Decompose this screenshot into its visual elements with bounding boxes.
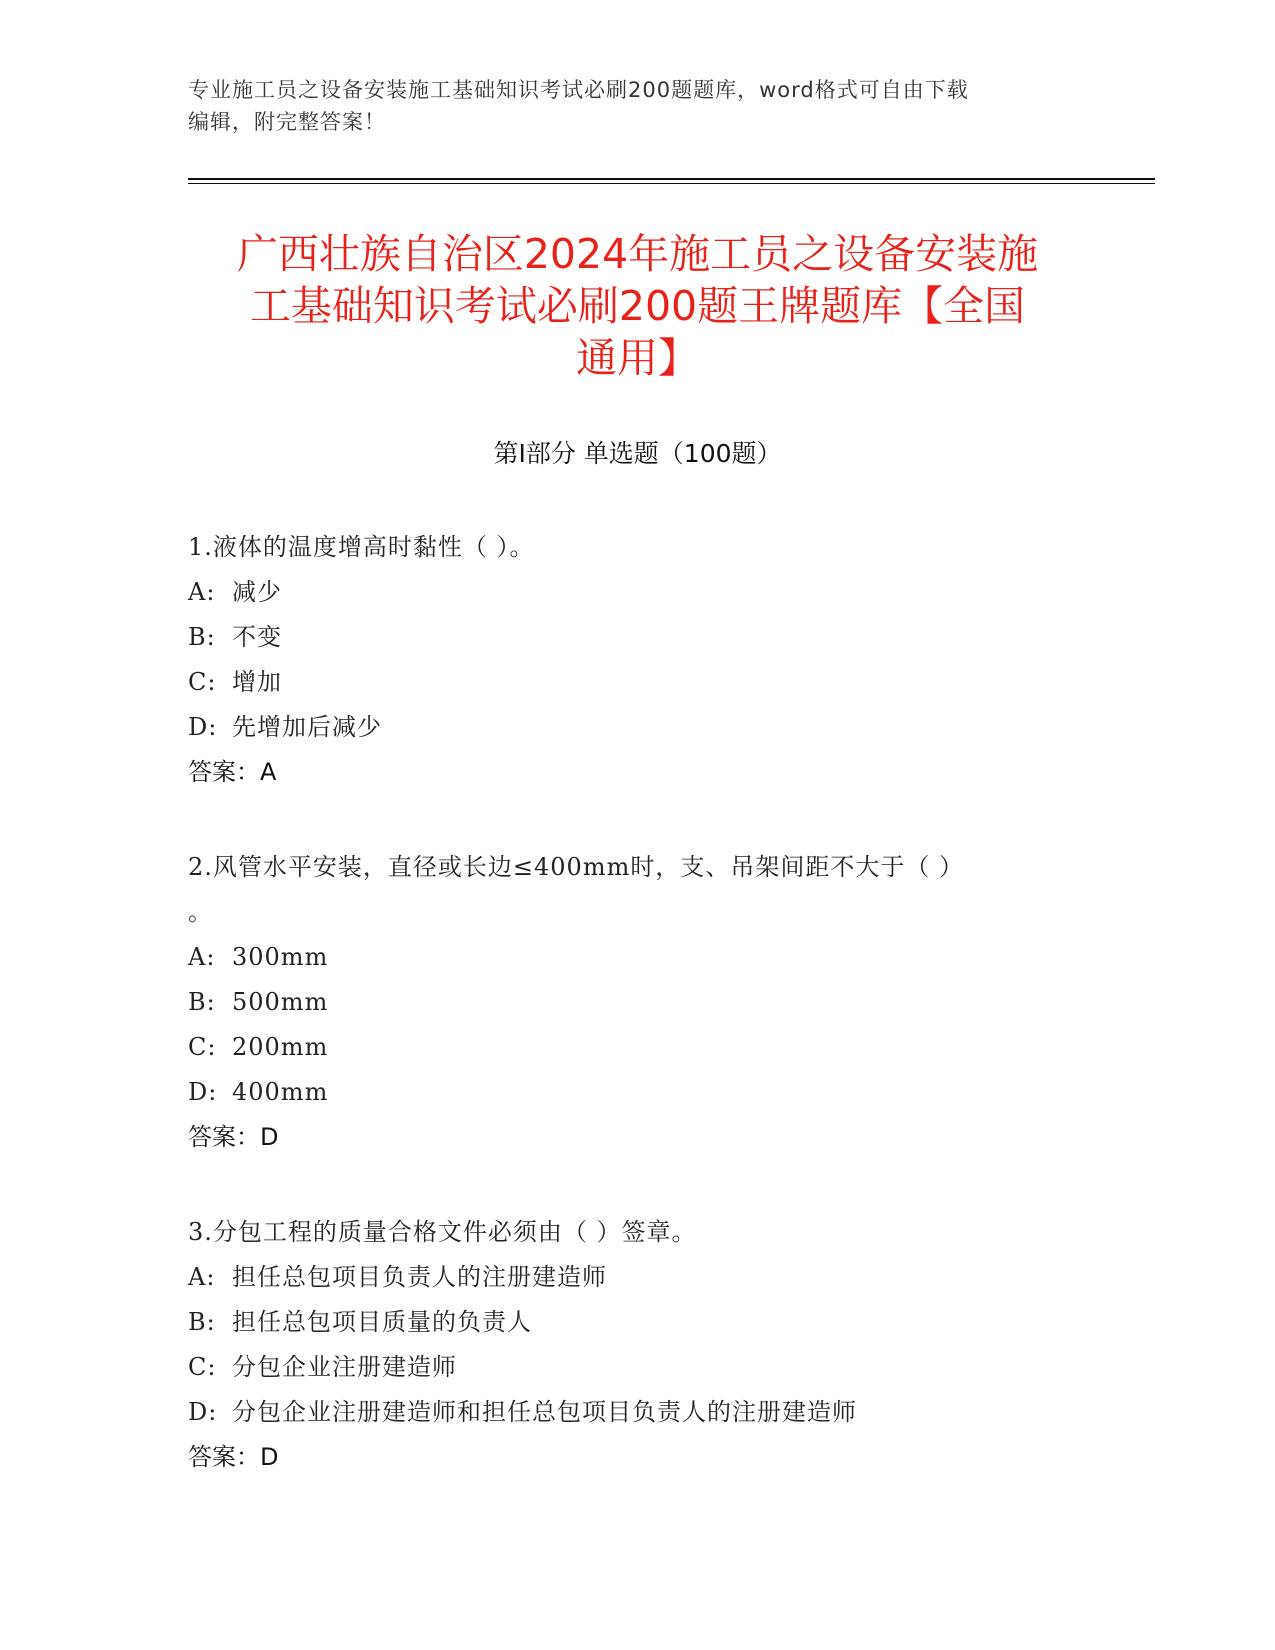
option-text: 先增加后减少 xyxy=(232,713,382,741)
header-note-line-2: 编辑，附完整答案！ xyxy=(188,110,386,134)
header-divider-thin xyxy=(188,183,1155,184)
option-text: 500mm xyxy=(232,988,329,1016)
document-title-line-1: 广西壮族自治区2024年施工员之设备安装施 xyxy=(236,230,1039,278)
question-2-answer: 答案：D xyxy=(188,1123,279,1151)
document-title xyxy=(190,228,1085,384)
question-2-stem: 2.风管水平安装，直径或长边≤400mm时，支、吊架间距不大于（ ） xyxy=(188,853,964,881)
document-title-line-2: 工基础知识考试必刷200题王牌题库【全国 xyxy=(249,282,1026,330)
option-letter: C: xyxy=(188,1033,217,1061)
option-letter: A: xyxy=(188,578,216,606)
option-text: 300mm xyxy=(232,943,329,971)
question-1 xyxy=(188,525,1088,795)
question-3-stem: 3.分包工程的质量合格文件必须由（ ）签章。 xyxy=(188,1218,697,1246)
option-letter: D: xyxy=(188,1398,218,1426)
question-2-option-b xyxy=(188,980,1088,1025)
option-letter: C: xyxy=(188,1353,217,1381)
question-1-option-b xyxy=(188,615,1088,660)
question-1-option-d xyxy=(188,705,1088,750)
header-note xyxy=(188,74,1088,138)
option-letter: A: xyxy=(188,943,216,971)
option-text: 担任总包项目负责人的注册建造师 xyxy=(232,1263,607,1291)
question-3-option-d xyxy=(188,1390,1088,1435)
question-1-answer: 答案：A xyxy=(188,758,277,786)
question-3-answer: 答案：D xyxy=(188,1443,279,1471)
question-3 xyxy=(188,1210,1088,1480)
option-letter: B: xyxy=(188,988,216,1016)
header-note-line-1: 专业施工员之设备安装施工基础知识考试必刷200题题库，word格式可自由下载 xyxy=(188,78,969,102)
question-3-option-c xyxy=(188,1345,1088,1390)
option-text: 减少 xyxy=(232,578,282,606)
option-text: 增加 xyxy=(232,668,282,696)
option-text: 分包企业注册建造师和担任总包项目负责人的注册建造师 xyxy=(232,1398,857,1426)
section-heading: 第I部分 单选题（100题） xyxy=(493,439,782,468)
option-letter: D: xyxy=(188,713,218,741)
question-1-option-c xyxy=(188,660,1088,705)
option-text: 分包企业注册建造师 xyxy=(232,1353,457,1381)
question-2-stem-continuation: 。 xyxy=(188,898,213,926)
header-divider-thick xyxy=(188,178,1155,180)
question-2-option-a xyxy=(188,935,1088,980)
question-2-option-c xyxy=(188,1025,1088,1070)
question-3-option-a xyxy=(188,1255,1088,1300)
question-3-option-b xyxy=(188,1300,1088,1345)
question-2-option-d xyxy=(188,1070,1088,1115)
option-text: 400mm xyxy=(232,1078,329,1106)
question-1-stem: 1.液体的温度增高时黏性（ ）。 xyxy=(188,533,535,561)
question-2 xyxy=(188,845,1088,1160)
option-letter: A: xyxy=(188,1263,216,1291)
option-text: 200mm xyxy=(232,1033,329,1061)
option-text: 担任总包项目质量的负责人 xyxy=(232,1308,532,1336)
question-1-option-a xyxy=(188,570,1088,615)
option-letter: C: xyxy=(188,668,217,696)
option-letter: B: xyxy=(188,623,216,651)
option-letter: B: xyxy=(188,1308,216,1336)
document-title-line-3: 通用】 xyxy=(576,334,699,382)
option-letter: D: xyxy=(188,1078,218,1106)
option-text: 不变 xyxy=(232,623,282,651)
